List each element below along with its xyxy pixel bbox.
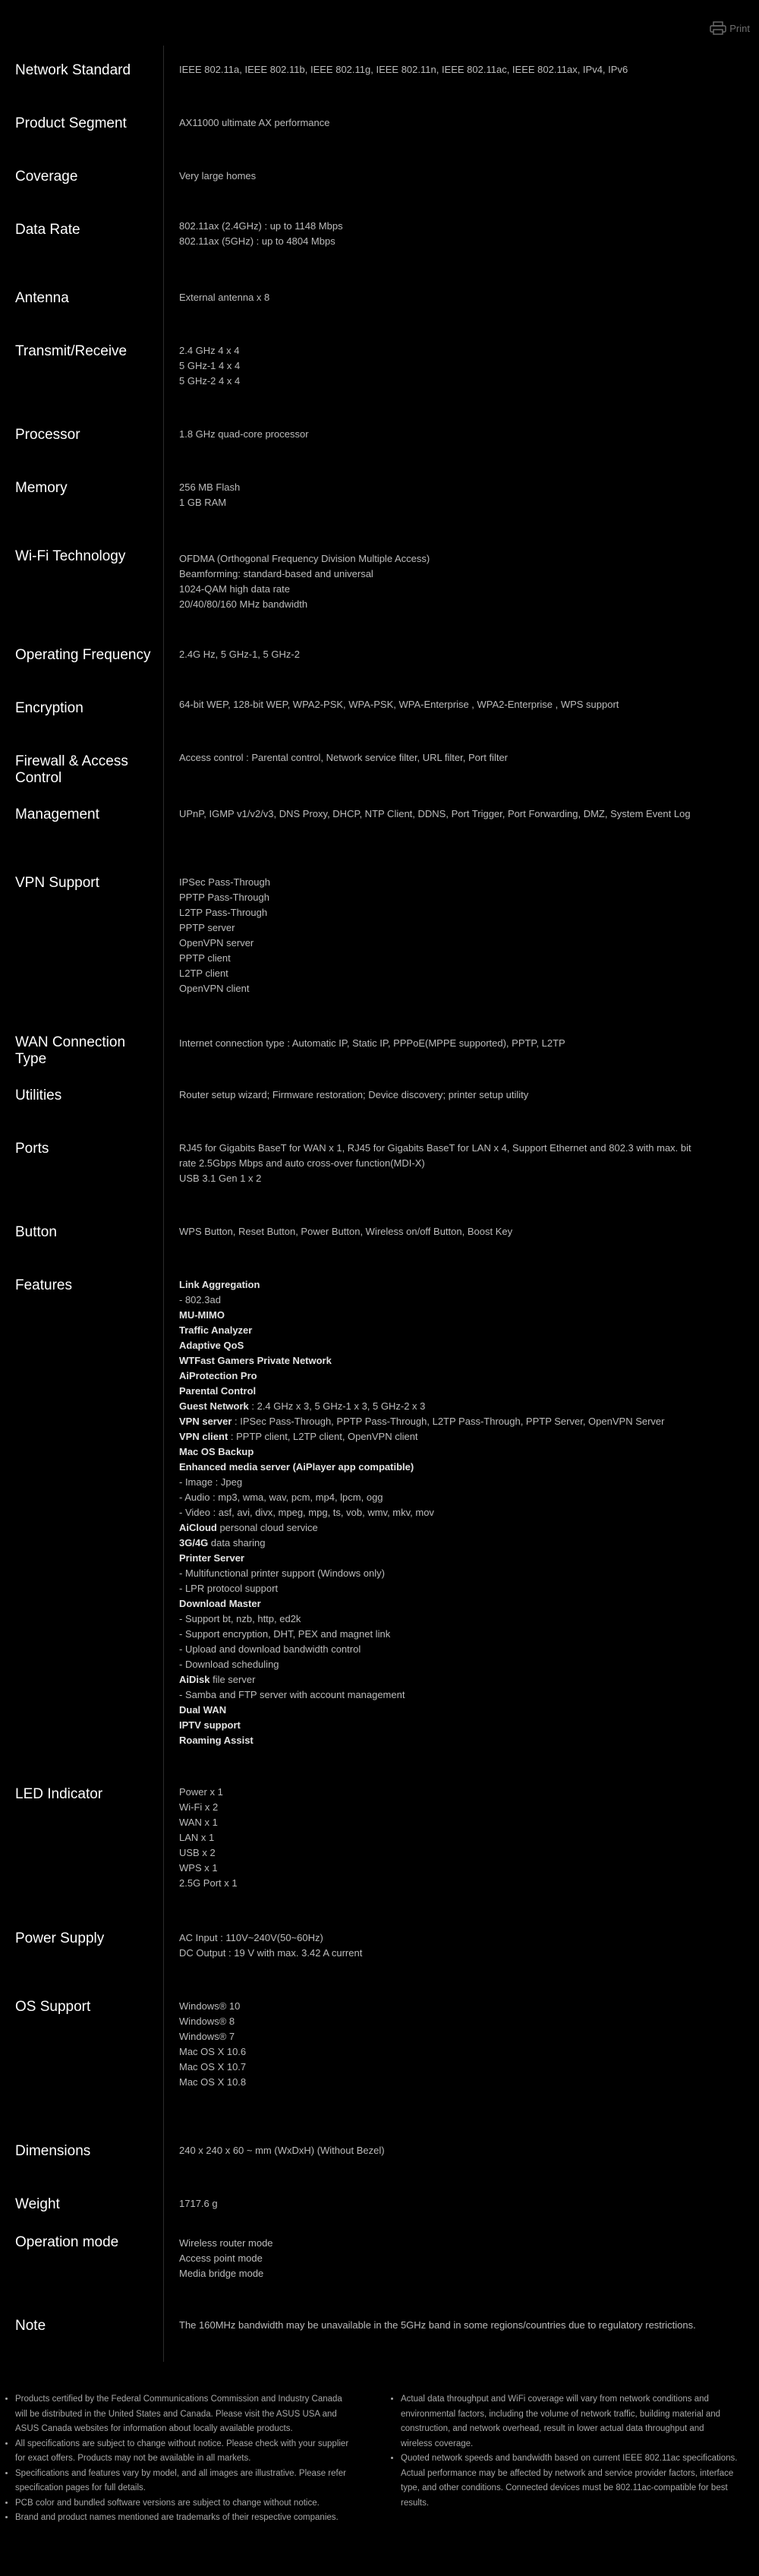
spec-value bbox=[179, 697, 703, 712]
spec-value-line: DC Output : 19 V with max. 3.42 A current bbox=[179, 1947, 363, 1959]
spec-value-line bbox=[179, 1353, 703, 1368]
spec-value-line: External antenna x 8 bbox=[179, 292, 270, 303]
spec-label: Firewall & Access Control bbox=[15, 753, 128, 786]
spec-value-bold: VPN client bbox=[179, 1431, 228, 1442]
spec-value-bold: AiCloud bbox=[179, 1522, 217, 1533]
spec-value-line: - Multifunctional printer support (Windows only) bbox=[179, 1567, 385, 1579]
spec-value-line: - Support bt, nzb, http, ed2k bbox=[179, 1613, 301, 1624]
spec-value-bold: Dual WAN bbox=[179, 1704, 227, 1716]
spec-value-line: 20/40/80/160 MHz bandwidth bbox=[179, 598, 308, 610]
spec-value-line: 5 GHz-1 4 x 4 bbox=[179, 360, 241, 371]
spec-value-line bbox=[179, 1596, 703, 1612]
spec-value-line: 3G/4G data sharing bbox=[179, 1537, 266, 1548]
spec-value-line: 1 GB RAM bbox=[179, 497, 227, 508]
spec-value-line: The 160MHz bandwidth may be unavailable in the 5GHz band in some regions/countries due to regulatory restrictions. bbox=[179, 2319, 696, 2331]
spec-value-bold: AiDisk bbox=[179, 1674, 210, 1685]
spec-value-line: WPS x 1 bbox=[179, 1862, 218, 1874]
spec-value-line: Internet connection type : Automatic IP, Static IP, PPPoE(MPPE supported), PPTP, L2TP bbox=[179, 1037, 565, 1049]
spec-value-line: 240 x 240 x 60 ~ mm (WxDxH) (Without Bezel) bbox=[179, 2145, 385, 2156]
spec-label: Transmit/Receive bbox=[15, 343, 128, 359]
spec-label: OS Support bbox=[15, 1999, 91, 2015]
spec-value bbox=[179, 290, 703, 305]
spec-label: Management bbox=[15, 807, 99, 822]
spec-value-line: VPN client : PPTP client, L2TP client, OpenVPN client bbox=[179, 1431, 418, 1442]
spec-value-line: AiDisk file server bbox=[179, 1674, 256, 1685]
spec-value-line bbox=[179, 1384, 703, 1399]
spec-value-bold: Link Aggregation bbox=[179, 1279, 260, 1290]
spec-value-line: 256 MB Flash bbox=[179, 481, 241, 493]
spec-value-bold: WTFast Gamers Private Network bbox=[179, 1355, 332, 1366]
spec-value-line: - Video : asf, avi, divx, mpeg, mpg, ts, vob, wmv, mkv, mov bbox=[179, 1507, 434, 1518]
spec-value-line: Access point mode bbox=[179, 2252, 263, 2264]
spec-value-line: 1024-QAM high data rate bbox=[179, 583, 290, 595]
spec-label: Operation mode bbox=[15, 2234, 119, 2250]
spec-value-bold: AiProtection Pro bbox=[179, 1370, 257, 1381]
spec-label: Processor bbox=[15, 427, 80, 443]
spec-label: Utilities bbox=[15, 1088, 62, 1103]
spec-value-line: Router setup wizard; Firmware restoration; Device discovery; printer setup utility bbox=[179, 1089, 529, 1100]
spec-value bbox=[179, 480, 703, 510]
spec-value bbox=[179, 875, 703, 996]
spec-value-line: Power x 1 bbox=[179, 1786, 223, 1798]
spec-value-line: - Download scheduling bbox=[179, 1659, 279, 1670]
spec-value-bold: Mac OS Backup bbox=[179, 1446, 254, 1457]
column-divider bbox=[163, 46, 164, 2362]
spec-label: LED Indicator bbox=[15, 1786, 103, 1802]
spec-value-line bbox=[179, 1338, 703, 1353]
print-label: Print bbox=[729, 22, 750, 34]
spec-value-bold: Printer Server bbox=[179, 1552, 244, 1564]
spec-value-line bbox=[179, 1551, 703, 1566]
spec-value-line: USB 3.1 Gen 1 x 2 bbox=[179, 1173, 262, 1184]
spec-value-line: Very large homes bbox=[179, 170, 257, 182]
footnote-item: • Quoted network speeds and bandwidth based on current IEEE 802.11ac specifications. Actual performance may be affected by network and service provider factors, interface type, and other conditions. Connected devices must be 802.11ac-compatible for best results. bbox=[401, 2451, 738, 2511]
spec-value-line: 2.4G Hz, 5 GHz-1, 5 GHz-2 bbox=[179, 649, 300, 660]
spec-value-line: OpenVPN server bbox=[179, 937, 254, 949]
spec-value-line: PPTP Pass-Through bbox=[179, 892, 269, 903]
spec-value-line: Guest Network : 2.4 GHz x 3, 5 GHz-1 x 3, 5 GHz-2 x 3 bbox=[179, 1400, 426, 1412]
spec-value bbox=[179, 1785, 703, 1891]
spec-label: VPN Support bbox=[15, 875, 99, 891]
spec-value bbox=[179, 750, 703, 766]
spec-value-line: Mac OS X 10.6 bbox=[179, 2046, 247, 2057]
spec-value-line: IEEE 802.11a, IEEE 802.11b, IEEE 802.11g, IEEE 802.11n, IEEE 802.11ac, IEEE 802.11ax, IPv4, IPv6 bbox=[179, 64, 628, 75]
spec-label: Features bbox=[15, 1277, 72, 1293]
spec-value bbox=[179, 1277, 703, 1748]
printer-icon bbox=[710, 21, 726, 35]
spec-value-line bbox=[179, 1703, 703, 1718]
spec-value bbox=[179, 1088, 703, 1103]
spec-value bbox=[179, 2196, 703, 2211]
spec-label: Product Segment bbox=[15, 115, 127, 131]
spec-value-line: Access control : Parental control, Network service filter, URL filter, Port filter bbox=[179, 752, 508, 763]
spec-value-line bbox=[179, 1368, 703, 1384]
spec-label: Network Standard bbox=[15, 62, 131, 78]
spec-value-line: 2.4 GHz 4 x 4 bbox=[179, 345, 240, 356]
footnote-item: • Specifications and features vary by model, and all images are illustrative. Please refer specification pages for full details. bbox=[15, 2467, 351, 2496]
spec-value-bold: Download Master bbox=[179, 1598, 261, 1609]
spec-label: Coverage bbox=[15, 169, 78, 185]
spec-value-bold: MU-MIMO bbox=[179, 1309, 225, 1321]
spec-value-line: AiCloud personal cloud service bbox=[179, 1522, 318, 1533]
spec-value-line: - Audio : mp3, wma, wav, pcm, mp4, lpcm, ogg bbox=[179, 1492, 383, 1503]
spec-value-line: Windows® 7 bbox=[179, 2031, 235, 2042]
spec-value-line: VPN server : IPSec Pass-Through, PPTP Pass-Through, L2TP Pass-Through, PPTP Server, OpenVPN Server bbox=[179, 1416, 665, 1427]
spec-value bbox=[179, 1036, 703, 1051]
spec-label: Button bbox=[15, 1224, 57, 1240]
spec-value-bold: VPN server bbox=[179, 1416, 232, 1427]
spec-value-line: - Support encryption, DHT, PEX and magnet link bbox=[179, 1628, 391, 1640]
spec-value-bold: Roaming Assist bbox=[179, 1735, 254, 1746]
spec-value-line bbox=[179, 1277, 703, 1293]
spec-value-line: 1.8 GHz quad-core processor bbox=[179, 428, 309, 440]
spec-value-bold: Traffic Analyzer bbox=[179, 1324, 253, 1336]
spec-value-line: - 802.3ad bbox=[179, 1294, 221, 1305]
spec-value bbox=[179, 1224, 703, 1239]
spec-label: Power Supply bbox=[15, 1930, 105, 1946]
spec-value-line: WAN x 1 bbox=[179, 1817, 218, 1828]
spec-value-line: PPTP client bbox=[179, 952, 231, 964]
spec-value-line: RJ45 for Gigabits BaseT for WAN x 1, RJ45 for Gigabits BaseT for LAN x 4, Support Ethernet and 802.3 with max. bit rate 2.5Gbps Mbps and auto cross-over function(MDI-X) bbox=[179, 1142, 691, 1169]
footnotes-left bbox=[2, 2392, 351, 2526]
spec-value-line: Windows® 8 bbox=[179, 2016, 235, 2027]
footnote-item: • Products certified by the Federal Communications Commission and Industry Canada will be distributed in the United States and Canada. Please visit the ASUS USA and ASUS Canada websites for information about locally available products. bbox=[15, 2392, 351, 2437]
spec-value-line bbox=[179, 1733, 703, 1748]
spec-value bbox=[179, 2143, 703, 2158]
spec-label: Memory bbox=[15, 480, 68, 496]
spec-value-line: 802.11ax (5GHz) : up to 4804 Mbps bbox=[179, 235, 335, 247]
spec-value bbox=[179, 115, 703, 131]
spec-label: Antenna bbox=[15, 290, 69, 306]
spec-value-line: Beamforming: standard-based and universal bbox=[179, 568, 373, 579]
print-button[interactable] bbox=[710, 21, 750, 35]
spec-value-line: L2TP client bbox=[179, 968, 228, 979]
spec-label: Data Rate bbox=[15, 222, 80, 238]
spec-value bbox=[179, 2236, 703, 2281]
spec-value-line: UPnP, IGMP v1/v2/v3, DNS Proxy, DHCP, NTP Client, DDNS, Port Trigger, Port Forwarding, DMZ, System Event Log bbox=[179, 808, 691, 819]
spec-label: Note bbox=[15, 2318, 46, 2334]
spec-value-line bbox=[179, 1323, 703, 1338]
footnote-item: • PCB color and bundled software versions are subject to change without notice. bbox=[15, 2496, 351, 2511]
spec-value-line bbox=[179, 1444, 703, 1460]
spec-value-line bbox=[179, 1308, 703, 1323]
spec-value bbox=[179, 427, 703, 442]
spec-value bbox=[179, 343, 703, 389]
spec-label: Wi-Fi Technology bbox=[15, 548, 126, 564]
spec-value-bold: Adaptive QoS bbox=[179, 1340, 244, 1351]
spec-value-line: AC Input : 110V~240V(50~60Hz) bbox=[179, 1932, 323, 1943]
spec-value-line: Windows® 10 bbox=[179, 2000, 241, 2012]
spec-value-line: 1717.6 g bbox=[179, 2198, 218, 2209]
spec-value bbox=[179, 551, 703, 612]
spec-value bbox=[179, 219, 703, 249]
spec-value-line: - Upload and download bandwidth control bbox=[179, 1643, 361, 1655]
spec-value bbox=[179, 1999, 703, 2090]
spec-value-line: 5 GHz-2 4 x 4 bbox=[179, 375, 241, 387]
spec-value-line: PPTP server bbox=[179, 922, 235, 933]
spec-value-line: Wireless router mode bbox=[179, 2237, 273, 2249]
spec-value-line: AX11000 ultimate AX performance bbox=[179, 117, 330, 128]
spec-value-line bbox=[179, 1460, 703, 1475]
spec-value-line: 802.11ax (2.4GHz) : up to 1148 Mbps bbox=[179, 220, 343, 232]
spec-value-line: - LPR protocol support bbox=[179, 1583, 279, 1594]
spec-label: WAN Connection Type bbox=[15, 1034, 126, 1067]
spec-value-line: LAN x 1 bbox=[179, 1832, 215, 1843]
spec-value-line: WPS Button, Reset Button, Power Button, Wireless on/off Button, Boost Key bbox=[179, 1226, 513, 1237]
spec-label: Dimensions bbox=[15, 2143, 91, 2159]
spec-value-line: OpenVPN client bbox=[179, 983, 250, 994]
spec-value-line: IPSec Pass-Through bbox=[179, 876, 270, 888]
spec-value-line: Wi-Fi x 2 bbox=[179, 1801, 219, 1813]
footnote-item: • Actual data throughput and WiFi coverage will vary from network conditions and environmental factors, including the volume of network traffic, building material and construction, and network overhead, result in lower actual data throughput and wireless coverage. bbox=[401, 2392, 738, 2451]
footnote-item: • All specifications are subject to change without notice. Please check with your supplier for exact offers. Products may not be available in all markets. bbox=[15, 2437, 351, 2467]
spec-value bbox=[179, 169, 703, 184]
spec-value-line: Media bridge mode bbox=[179, 2268, 264, 2279]
spec-label: Ports bbox=[15, 1141, 49, 1157]
spec-label: Operating Frequency bbox=[15, 647, 151, 663]
footnotes-right bbox=[387, 2392, 738, 2511]
spec-value-bold: Enhanced media server (AiPlayer app compatible) bbox=[179, 1461, 414, 1473]
spec-value-bold: IPTV support bbox=[179, 1719, 241, 1731]
spec-value-line bbox=[179, 1718, 703, 1733]
spec-label: Weight bbox=[15, 2196, 60, 2212]
spec-value bbox=[179, 1141, 703, 1186]
spec-value bbox=[179, 647, 703, 662]
spec-value bbox=[179, 62, 703, 77]
footnote-item: • Brand and product names mentioned are trademarks of their respective companies. bbox=[15, 2511, 351, 2526]
spec-value-line: Mac OS X 10.8 bbox=[179, 2076, 247, 2088]
spec-value-bold: 3G/4G bbox=[179, 1537, 209, 1548]
spec-value-line: Mac OS X 10.7 bbox=[179, 2061, 247, 2072]
spec-value-line: - Image : Jpeg bbox=[179, 1476, 243, 1488]
spec-value bbox=[179, 1930, 703, 1961]
spec-value-bold: Guest Network bbox=[179, 1400, 249, 1412]
spec-value-line: USB x 2 bbox=[179, 1847, 216, 1858]
spec-value-line: - Samba and FTP server with account management bbox=[179, 1689, 405, 1700]
spec-value-line: L2TP Pass-Through bbox=[179, 907, 268, 918]
spec-value-line: 2.5G Port x 1 bbox=[179, 1877, 238, 1889]
spec-value-bold: Parental Control bbox=[179, 1385, 257, 1397]
spec-value bbox=[179, 807, 703, 822]
spec-label: Encryption bbox=[15, 700, 83, 716]
spec-value bbox=[179, 2318, 703, 2333]
spec-value-line: 64-bit WEP, 128-bit WEP, WPA2-PSK, WPA-PSK, WPA-Enterprise , WPA2-Enterprise , WPS support bbox=[179, 699, 619, 710]
spec-value-line: OFDMA (Orthogonal Frequency Division Multiple Access) bbox=[179, 553, 430, 564]
